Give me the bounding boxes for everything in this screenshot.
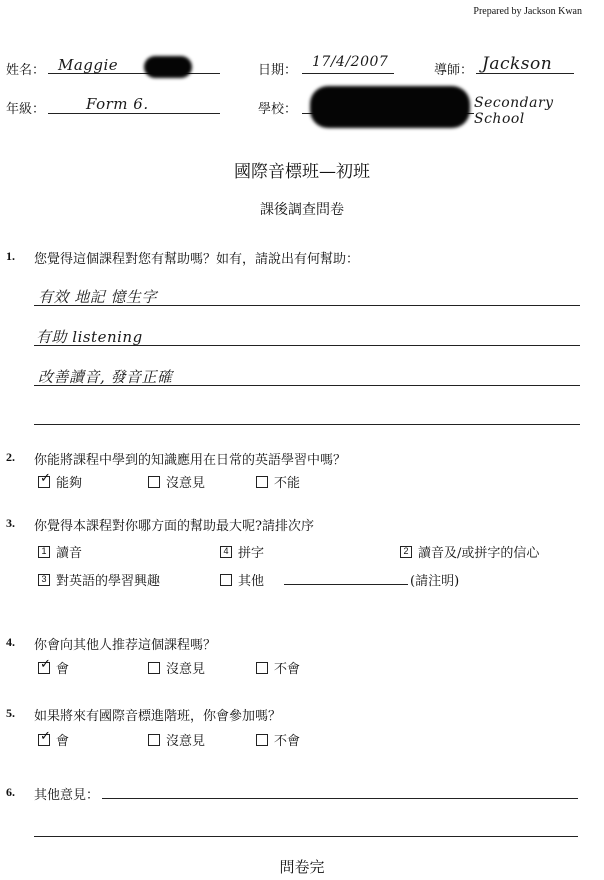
q2-option-label: 沒意見 bbox=[166, 476, 206, 491]
q4-option-no-opinion[interactable] bbox=[148, 658, 205, 677]
q2-option-able[interactable] bbox=[38, 472, 82, 491]
prepared-by: Prepared by Jackson Kwan bbox=[473, 6, 582, 17]
q2-number: 2. bbox=[6, 450, 15, 464]
q1-line-2 bbox=[34, 345, 580, 346]
q3-option-spelling[interactable] bbox=[220, 542, 264, 561]
name-label: 姓名： bbox=[6, 63, 46, 78]
q3-other-line[interactable] bbox=[284, 584, 408, 585]
checkbox-icon[interactable] bbox=[256, 734, 268, 746]
q3-option-label: 拼字 bbox=[238, 546, 265, 561]
date-label: 日期： bbox=[258, 63, 298, 78]
form-title: 國際音標班—初班 bbox=[234, 162, 370, 182]
q6-text: 其他意見： bbox=[34, 788, 100, 803]
q4-option-label: 會 bbox=[56, 662, 70, 677]
q4-option-label: 不會 bbox=[274, 662, 301, 677]
date-value: 17/4/2007 bbox=[312, 54, 389, 70]
rank-box[interactable]: 3 bbox=[38, 574, 50, 586]
q3-note: (請注明) bbox=[410, 574, 460, 589]
q3-option-label: 讀音及/或拼字的信心 bbox=[418, 546, 540, 561]
q5-option-label: 會 bbox=[56, 734, 70, 749]
q2-option-no-opinion[interactable] bbox=[148, 472, 205, 491]
q1-answer-1: 有效 地記 憶生字 bbox=[38, 288, 158, 306]
q5-text: 如果將來有國際音標進階班，你會參加嗎？ bbox=[34, 709, 282, 724]
checkbox-icon[interactable] bbox=[256, 476, 268, 488]
rank-box[interactable] bbox=[220, 574, 232, 586]
name-value: Maggie bbox=[58, 56, 119, 74]
q3-text: 你覺得本課程對你哪方面的幫助最大呢?請排次序 bbox=[34, 519, 314, 534]
q3-option-pronunciation[interactable] bbox=[38, 542, 82, 561]
q6-number: 6. bbox=[6, 785, 15, 799]
date-line bbox=[302, 73, 394, 74]
q5-option-label: 沒意見 bbox=[166, 734, 206, 749]
q5-number: 5. bbox=[6, 706, 15, 720]
checkbox-checked-icon[interactable] bbox=[38, 476, 50, 488]
q1-answer-2: 有助 listening bbox=[36, 328, 143, 346]
q4-option-yes[interactable] bbox=[38, 658, 69, 677]
q2-option-label: 能夠 bbox=[56, 476, 83, 491]
rank-box[interactable]: 2 bbox=[400, 546, 412, 558]
checkbox-icon[interactable] bbox=[148, 734, 160, 746]
q5-option-no[interactable] bbox=[256, 730, 300, 749]
q2-option-label: 不能 bbox=[274, 476, 301, 491]
checkbox-icon[interactable] bbox=[148, 476, 160, 488]
checkbox-checked-icon[interactable] bbox=[38, 662, 50, 674]
q5-option-label: 不會 bbox=[274, 734, 301, 749]
q4-number: 4. bbox=[6, 635, 15, 649]
tutor-label: 導師： bbox=[434, 63, 474, 78]
q1-line-1 bbox=[34, 305, 580, 306]
q2-text: 你能將課程中學到的知識應用在日常的英語學習中嗎？ bbox=[34, 453, 347, 468]
q1-line-4 bbox=[34, 424, 580, 425]
q3-option-confidence[interactable] bbox=[400, 542, 539, 561]
q5-option-yes[interactable] bbox=[38, 730, 69, 749]
q6-line-1[interactable] bbox=[102, 798, 578, 799]
form-subtitle: 課後調查問卷 bbox=[260, 202, 344, 218]
checkbox-icon[interactable] bbox=[256, 662, 268, 674]
q3-option-label: 對英語的學習興趣 bbox=[56, 574, 161, 589]
q2-option-unable[interactable] bbox=[256, 472, 300, 491]
grade-value: Form 6. bbox=[86, 95, 149, 113]
tutor-value: Jackson bbox=[482, 54, 553, 74]
q3-option-other[interactable] bbox=[220, 570, 264, 589]
checkbox-icon[interactable] bbox=[148, 662, 160, 674]
q3-option-label: 讀音 bbox=[56, 546, 83, 561]
name-redaction bbox=[144, 56, 192, 78]
q1-line-3 bbox=[34, 385, 580, 386]
school-value: Secondary School bbox=[474, 95, 554, 127]
rank-box[interactable]: 4 bbox=[220, 546, 232, 558]
grade-line bbox=[48, 113, 220, 114]
grade-label: 年級： bbox=[6, 102, 46, 117]
q4-option-label: 沒意見 bbox=[166, 662, 206, 677]
q1-text: 您覺得這個課程對您有幫助嗎？如有，請說出有何幫助： bbox=[34, 252, 360, 267]
q3-option-label: 其他 bbox=[238, 574, 265, 589]
rank-box[interactable]: 1 bbox=[38, 546, 50, 558]
q1-answer-3: 改善讀音, 發音正確 bbox=[38, 368, 173, 386]
end-of-questionnaire: 問卷完 bbox=[279, 858, 325, 876]
q1-number: 1. bbox=[6, 249, 15, 263]
q6-line-2[interactable] bbox=[34, 836, 578, 837]
school-label: 學校： bbox=[258, 102, 298, 117]
q4-text: 你會向其他人推荐這個課程嗎？ bbox=[34, 638, 217, 653]
q3-option-interest[interactable] bbox=[38, 570, 160, 589]
q3-number: 3. bbox=[6, 516, 15, 530]
q5-option-no-opinion[interactable] bbox=[148, 730, 205, 749]
q4-option-no[interactable] bbox=[256, 658, 300, 677]
school-redaction bbox=[310, 86, 470, 128]
checkbox-checked-icon[interactable] bbox=[38, 734, 50, 746]
